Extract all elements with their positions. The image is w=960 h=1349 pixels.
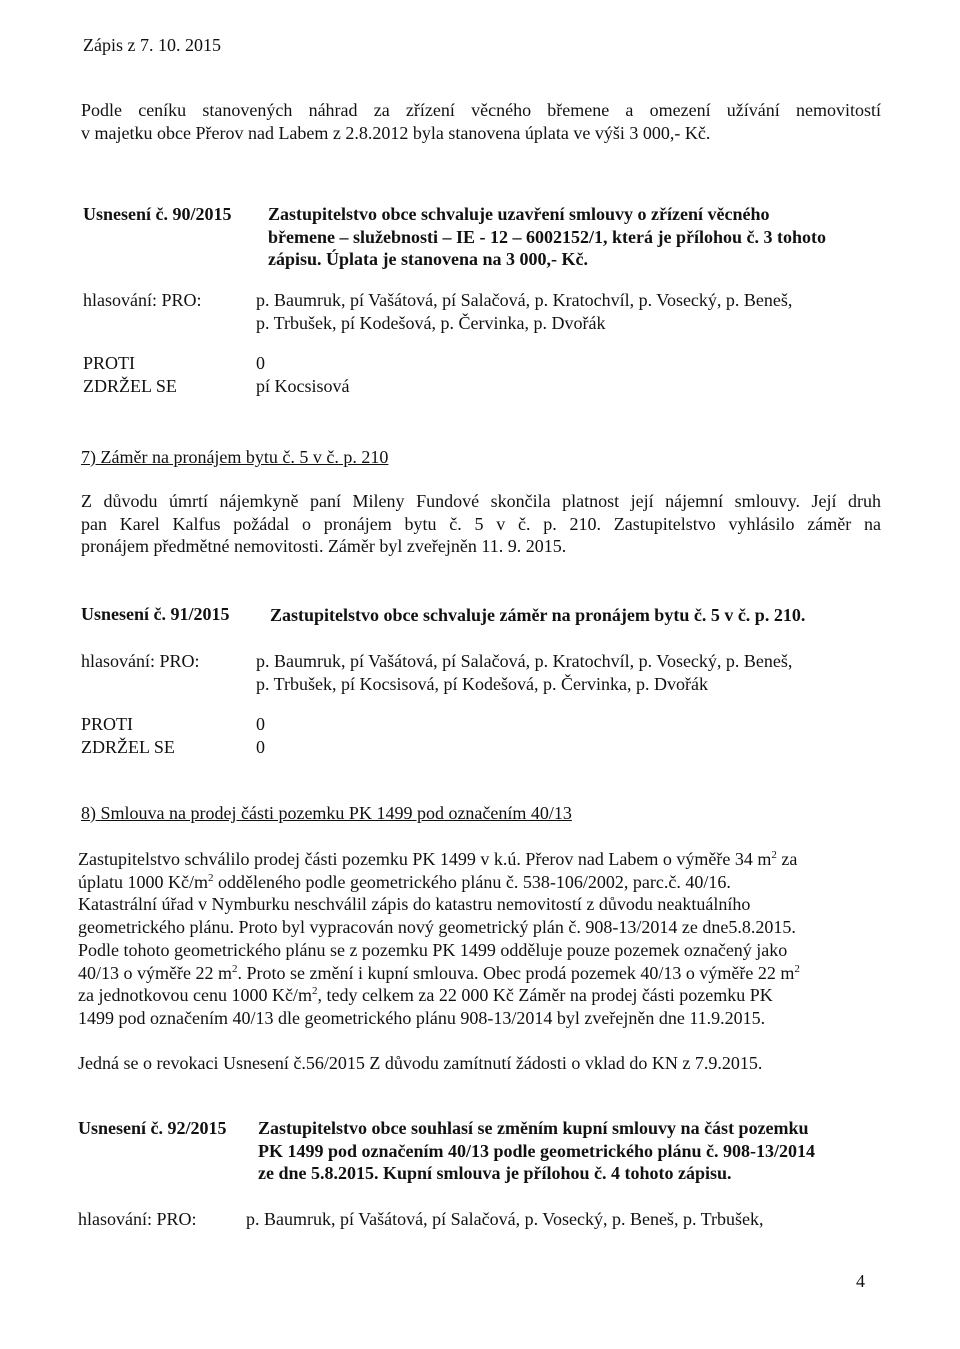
resolution-91-zdrzel-label: ZDRŽEL SE <box>81 737 175 757</box>
resolution-91-vote-pro-line-2: p. Trbušek, pí Kocsisová, pí Kodešová, p. Červinka, p. Dvořák <box>256 673 708 694</box>
section-7-line-3: pronájem předmětné nemovitosti. Záměr byl zveřejněn 11. 9. 2015. <box>81 536 567 556</box>
intro-paragraph <box>81 99 881 144</box>
resolution-90-line-1: Zastupitelstvo obce schvaluje uzavření smlouvy o zřízení věcného <box>268 204 770 224</box>
resolution-91-vote-pro-line-1: p. Baumruk, pí Vašátová, pí Salačová, p. Kratochvíl, p. Vosecký, p. Beneš, <box>256 651 793 671</box>
section-8-line-8: 1499 pod označením 40/13 dle geometrického plánu 908-13/2014 byl zveřejněn dne 11.9.2015. <box>78 1007 766 1028</box>
resolution-90-vote-pro-line-2: p. Trbušek, pí Kodešová, p. Červinka, p. Dvořák <box>256 312 606 333</box>
resolution-90-zdrzel-label: ZDRŽEL SE <box>83 376 177 396</box>
section-7-line-2: pan Karel Kalfus požádal o pronájem bytu č. 5 v č. p. 210. Zastupitelstvo vyhlásilo záměr na <box>81 513 881 534</box>
section-8-line-4: geometrického plánu. Proto byl vypracován nový geometrický plán č. 908-13/2014 ze dne5.8.2015. <box>78 917 796 938</box>
intro-line-2: v majetku obce Přerov nad Labem z 2.8.2012 byla stanovena úplata ve výši 3 000,- Kč. <box>81 122 711 143</box>
section-8-line-5: Podle tohoto geometrického plánu se z pozemku PK 1499 odděluje pouze pozemek označený jako <box>78 939 788 960</box>
section-8-line-7: za jednotkovou cenu 1000 $Kč/m^2$, tedy celkem za 22 000 Kč Záměr na prodej části pozemku PK <box>78 985 773 1006</box>
resolution-92-label: Usnesení č. 92/2015 <box>78 1118 227 1138</box>
resolution-91-vote-pro <box>256 650 896 695</box>
section-8-line-6: 40/13 o výměře 22 $m^2$. Proto se změní i kupní smlouva. Obec prodá pozemek 40/13 o výměře 22 $m^2$ <box>78 962 800 983</box>
resolution-91-proti-value: 0 <box>256 714 265 734</box>
resolution-91-text: Zastupitelstvo obce schvaluje záměr na pronájem bytu č. 5 v č. p. 210. <box>270 605 806 625</box>
resolution-90-label: Usnesení č. 90/2015 <box>83 204 232 224</box>
resolution-91-vote-label: hlasování: PRO: <box>81 651 200 671</box>
section-8-line-1: Zastupitelstvo schválilo prodej části pozemku PK 1499 v k.ú. Přerov nad Labem o výměře 34 $m^2$ za <box>78 849 798 869</box>
section-7-title: 7) Záměr na pronájem bytu č. 5 v č. p. 210 <box>81 447 389 467</box>
section-8-revocation-note: Jedná se o revokaci Usnesení č.56/2015 Z důvodu zamítnutí žádosti o vklad do KN z 7.9.2015. <box>78 1053 763 1073</box>
resolution-92-vote-pro-line-1: p. Baumruk, pí Vašátová, pí Salačová, p. Vosecký, p. Beneš, p. Trbušek, <box>246 1209 764 1229</box>
resolution-90-proti-label: PROTI <box>83 353 136 373</box>
section-7-paragraph <box>81 490 881 558</box>
section-7-line-1: Z důvodu úmrtí nájemkyně paní Mileny Fundové skončila platnost její nájemní smlouvy. Její druh <box>81 491 881 511</box>
intro-line-1: Podle ceníku stanovených náhrad za zřízení věcného břemene a omezení užívání nemovitostí <box>81 100 881 120</box>
resolution-92-line-2: PK 1499 pod označením 40/13 podle geometrického plánu č. 908-13/2014 <box>258 1140 815 1161</box>
resolution-90-zdrzel-value: pí Kocsisová <box>256 376 350 396</box>
resolution-92-line-3: ze dne 5.8.2015. Kupní smlouva je přílohou č. 4 tohoto zápisu. <box>258 1163 732 1183</box>
document-header: Zápis z 7. 10. 2015 <box>83 35 221 55</box>
section-8-line-3: Katastrální úřad v Nymburku neschválil zápis do katastru nemovitostí z důvodu neaktuálního <box>78 894 751 915</box>
section-8-paragraph <box>78 848 878 1030</box>
resolution-90-line-3: zápisu. Úplata je stanovena na 3 000,- Kč. <box>268 249 589 269</box>
resolution-90-vote-pro-line-1: p. Baumruk, pí Vašátová, pí Salačová, p. Kratochvíl, p. Vosecký, p. Beneš, <box>256 290 793 310</box>
resolution-90-vote-pro <box>256 289 896 334</box>
resolution-92-line-1: Zastupitelstvo obce souhlasí se změním kupní smlouvy na část pozemku <box>258 1118 809 1138</box>
resolution-92-vote-label: hlasování: PRO: <box>78 1209 197 1229</box>
resolution-92-text <box>258 1117 898 1185</box>
resolution-90-text <box>268 203 888 271</box>
page-number: 4 <box>856 1271 865 1291</box>
section-8-title: 8) Smlouva na prodej části pozemku PK 1499 pod označením 40/13 <box>81 803 572 823</box>
resolution-91-zdrzel-value: 0 <box>256 737 265 757</box>
resolution-90-line-2: břemene – služebnosti – IE - 12 – 6002152/1, která je přílohou č. 3 tohoto <box>268 226 826 247</box>
resolution-91-proti-label: PROTI <box>81 714 134 734</box>
resolution-90-proti-value: 0 <box>256 353 265 373</box>
resolution-90-vote-label: hlasování: PRO: <box>83 290 202 310</box>
resolution-91-label: Usnesení č. 91/2015 <box>81 604 230 624</box>
section-8-line-2: úplatu 1000 $Kč/m^2$ odděleného podle geometrického plánu č. 538-106/2002, parc.č. 40/16. <box>78 871 731 892</box>
